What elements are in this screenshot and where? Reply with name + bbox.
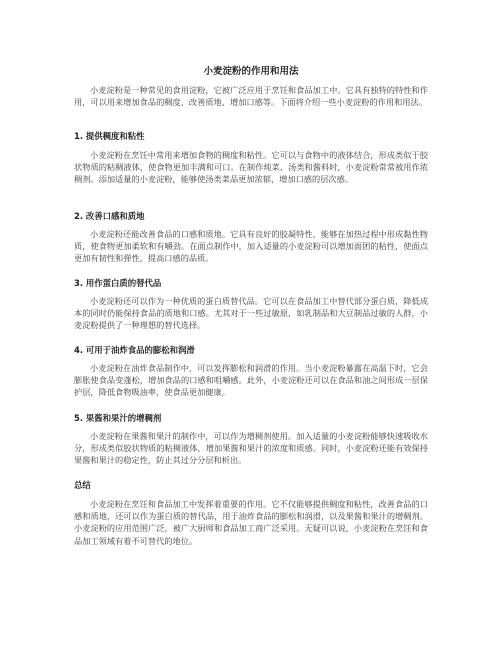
section-paragraph: 小麦淀粉在果酱和果汁的制作中，可以作为增稠剂使用。加入适量的小麦淀粉能够快速吸收水分，形成类似胶状物质的粘稠液体，增加果酱和果汁的浓度和质感。同时，小麦淀粉还能有效保持果酱和果汁的稳定性，防止其过分分层和析出。 [74, 431, 428, 466]
section-paragraph: 小麦淀粉还可以作为一种优质的蛋白质替代品。它可以在食品加工中替代部分蛋白质，降低成本的同时仍能保持食品的质地和口感。尤其对于一些过敏原，如乳制品和大豆制品过敏的人群，小麦淀粉提供了一种理想的替代选择。 [74, 296, 428, 331]
conclusion-paragraph: 小麦淀粉在烹饪和食品加工中发挥着重要的作用。它不仅能够提供稠度和粘性，改善食品的口感和质地，还可以作为蛋白质的替代品，用于油炸食品的膨松和润滑，以及果酱和果汁的增稠剂。小麦淀粉的应用范围广泛，被广大厨师和食品加工商广泛采用。无疑可以说，小麦淀粉在烹饪和食品加工领域有着不可替代的地位。 [74, 499, 428, 546]
section-paragraph: 小麦淀粉在油炸食品制作中，可以发挥膨松和润滑的作用。当小麦淀粉暴露在高温下时，它会膨胀使食品变蓬松，增加食品的口感和咀嚼感。此外，小麦淀粉还可以在食品和油之间形成一层保护层，降低食物吸油率，使食品更加健康。 [74, 363, 428, 398]
section-2 [74, 210, 428, 265]
section-4 [74, 344, 428, 399]
section-heading: 5. 果酱和果汁的增稠剂 [74, 413, 162, 423]
section-3 [74, 277, 428, 332]
section-heading: 4. 可用于油炸食品的膨松和润滑 [74, 345, 195, 355]
section-heading: 2. 改善口感和质地 [74, 211, 145, 221]
intro-paragraph: 小麦淀粉是一种常见的食用淀粉，它被广泛应用于烹饪和食品加工中。它具有独特的特性和作用，可以用来增加食品的稠度、改善质地、增加口感等。下面将介绍一些小麦淀粉的作用和用法。 [74, 85, 428, 108]
section-paragraph: 小麦淀粉在烹饪中常用来增加食物的稠度和粘性。它可以与食物中的液体结合，形成类似于胶状物质的粘稠液体，使食物更加丰满和可口。在制作炖菜、汤类和酱料时，小麦淀粉常常被用作浓稠剂。添加适量的小麦淀粉，能够使汤类菜品更加浓郁，增加口感的层次感。 [74, 150, 428, 185]
conclusion-heading: 总结 [74, 480, 91, 490]
section-5 [74, 412, 428, 467]
document-title: 小麦淀粉的作用和用法 [203, 66, 299, 77]
section-1 [74, 130, 428, 186]
section-heading: 1. 提供稠度和粘性 [74, 131, 145, 141]
section-paragraph: 小麦淀粉还能改善食品的口感和质地。它具有良好的胶凝特性，能够在加热过程中形成黏性物质，使食物更加柔软和有嚼劲。在面点制作中，加入适量的小麦淀粉可以增加面团的粘性，使面点更加有韧性和弹性，提高口感的品质。 [74, 229, 428, 264]
conclusion-section [74, 479, 428, 547]
intro-section [74, 84, 428, 108]
section-heading: 3. 用作蛋白质的替代品 [74, 278, 162, 288]
